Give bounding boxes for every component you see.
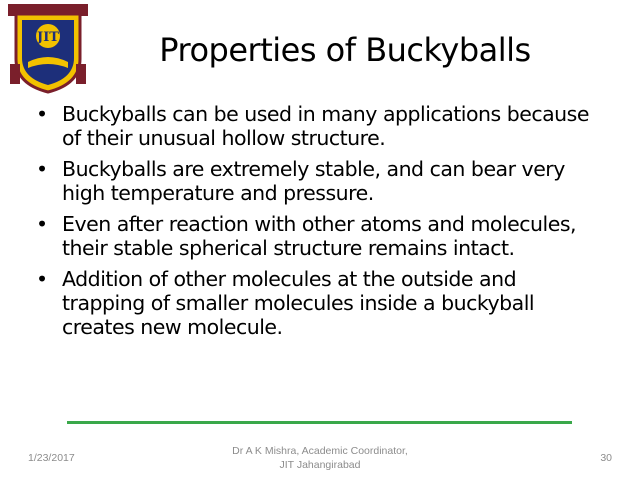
bullet-item: [36, 212, 596, 260]
bullet-list: [36, 102, 596, 346]
bullet-item: [36, 102, 596, 150]
bullet-glyph: •: [36, 267, 48, 291]
bullet-item: [36, 157, 596, 205]
bullet-text: Buckyballs are extremely stable, and can bear very high temperature and pressure.: [62, 157, 565, 205]
svg-text:JIT: JIT: [37, 30, 59, 45]
slide-title: Properties of Buckyballs: [159, 31, 531, 69]
bullet-glyph: •: [36, 157, 48, 181]
divider-rule: [67, 421, 572, 424]
page-number: 30: [600, 452, 612, 464]
bullet-glyph: •: [36, 102, 48, 126]
bullet-glyph: •: [36, 212, 48, 236]
institution-crest-icon: [6, 4, 90, 94]
bullet-text: Even after reaction with other atoms and molecules, their stable spherical structure remains intact.: [62, 212, 577, 260]
bullet-item: [36, 267, 596, 339]
bullet-text: Buckyballs can be used in many applications because of their unusual hollow structure.: [62, 102, 589, 150]
footer-presenter: [200, 444, 440, 472]
bullet-text: Addition of other molecules at the outside and trapping of smaller molecules inside a buckyball creates new molecule.: [62, 267, 535, 339]
footer-date: 1/23/2017: [28, 452, 75, 464]
presenter-line: JIT Jahangirabad: [279, 459, 361, 471]
presenter-line: Dr A K Mishra, Academic Coordinator,: [232, 445, 408, 457]
